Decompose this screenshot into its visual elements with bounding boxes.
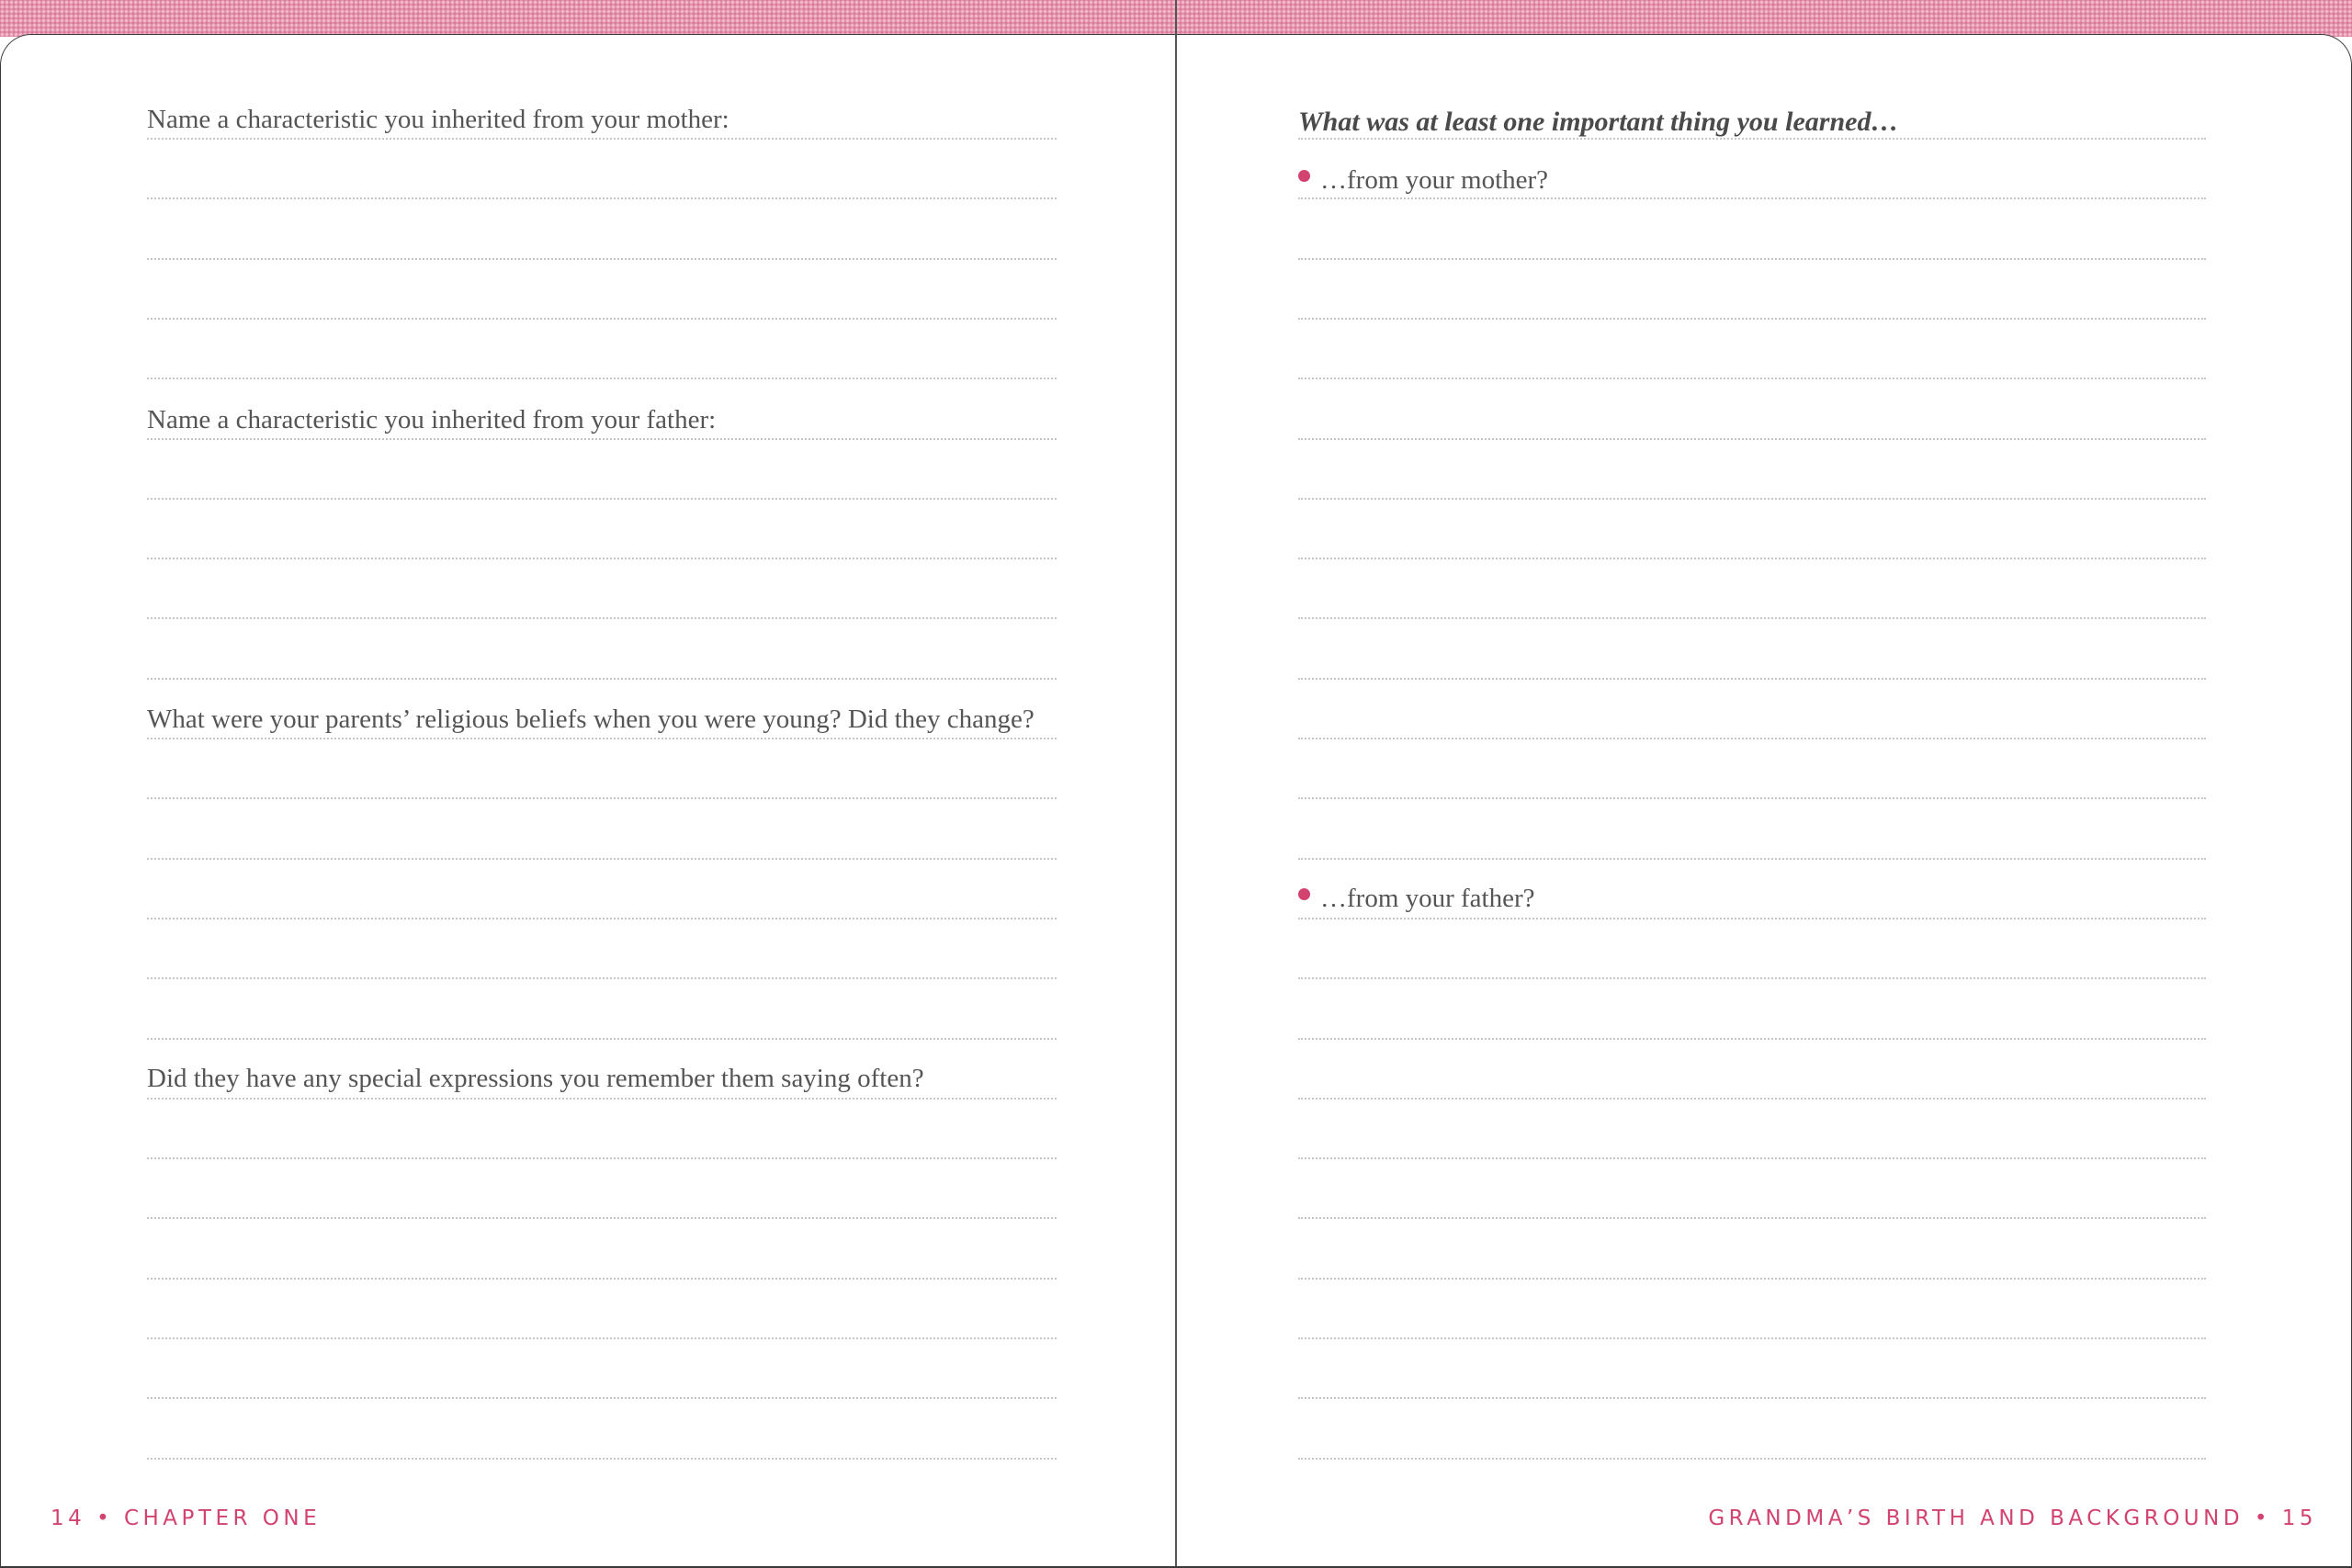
writing-line[interactable] xyxy=(1298,1098,2206,1100)
left-page-footer: 14 • CHAPTER ONE xyxy=(51,1506,322,1530)
learned-item-father xyxy=(1298,884,1535,914)
writing-line[interactable] xyxy=(1298,858,2206,860)
writing-line[interactable] xyxy=(1298,738,2206,739)
writing-line[interactable] xyxy=(1298,1458,2206,1460)
writing-line[interactable] xyxy=(1298,797,2206,799)
writing-line[interactable] xyxy=(1298,197,2206,199)
writing-line[interactable] xyxy=(1298,918,2206,919)
writing-line[interactable] xyxy=(1298,318,2206,320)
learned-item-label: …from your mother? xyxy=(1320,165,1549,195)
writing-line[interactable] xyxy=(1298,678,2206,680)
writing-line[interactable] xyxy=(1298,1217,2206,1219)
learned-item-label: …from your father? xyxy=(1320,884,1535,913)
writing-line[interactable] xyxy=(1298,258,2206,260)
writing-line[interactable] xyxy=(1298,617,2206,619)
right-page-footer: GRANDMA’S BIRTH AND BACKGROUND • 15 xyxy=(1708,1506,2317,1530)
bullet-dot-icon xyxy=(1298,170,1310,182)
writing-line[interactable] xyxy=(1298,1278,2206,1280)
learned-item-mother xyxy=(1298,165,1548,196)
question-religious-beliefs: What were your parents’ religious beliefs when you were young? Did they change? xyxy=(147,705,1035,734)
bullet-dot-icon xyxy=(1298,888,1310,900)
writing-line[interactable] xyxy=(1298,1038,2206,1040)
writing-line[interactable] xyxy=(1298,1157,2206,1159)
writing-line[interactable] xyxy=(1298,438,2206,440)
question-father-trait: Name a characteristic you inherited from your father: xyxy=(147,405,717,434)
writing-line[interactable] xyxy=(1298,378,2206,379)
writing-line[interactable] xyxy=(1298,1337,2206,1339)
question-special-expressions: Did they have any special expressions you remember them saying often? xyxy=(147,1064,924,1093)
learned-heading: What was at least one important thing you learned… xyxy=(1298,107,1899,137)
writing-line[interactable] xyxy=(1298,498,2206,500)
writing-line[interactable] xyxy=(1298,558,2206,559)
writing-line[interactable] xyxy=(1298,138,2206,140)
question-mother-trait: Name a characteristic you inherited from your mother: xyxy=(147,105,729,134)
writing-line[interactable] xyxy=(1298,977,2206,979)
writing-line[interactable] xyxy=(1298,1397,2206,1399)
